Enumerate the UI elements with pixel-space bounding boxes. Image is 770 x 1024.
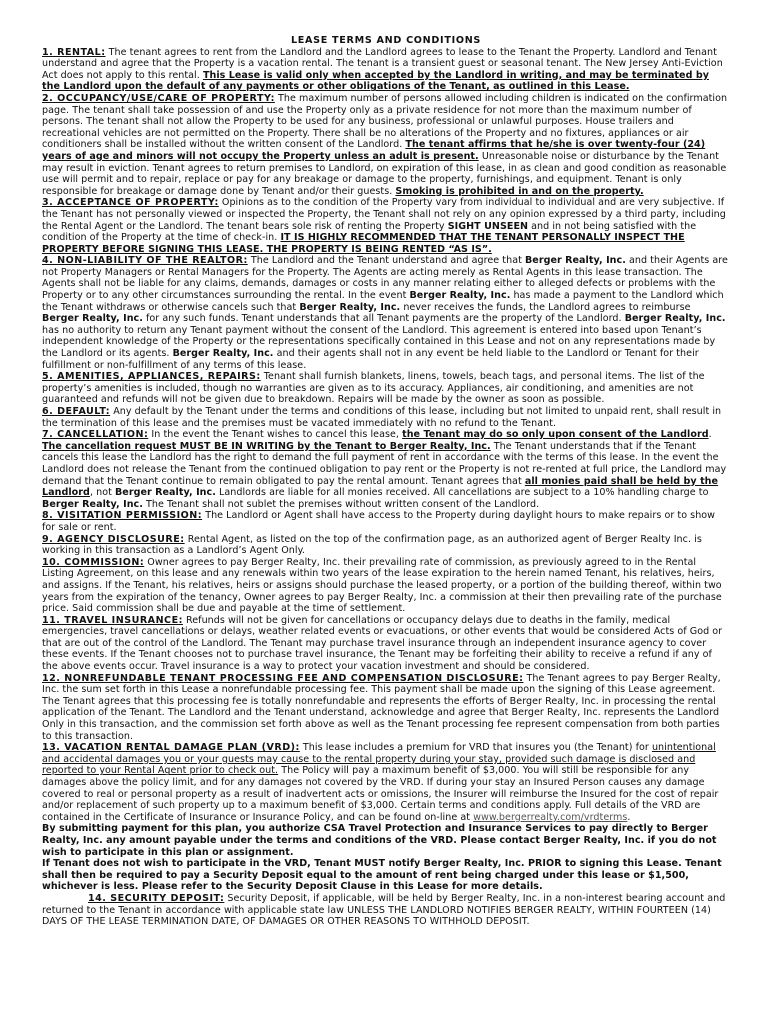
company-name: Berger Realty, Inc. <box>42 498 143 510</box>
section-heading: 8. VISITATION PERMISSION: <box>42 510 203 522</box>
emphasis-text: The tenant affirms that he/she is over twenty-four (24) years of age and minors will not occupy the Property unless an adult is present. <box>42 139 706 162</box>
section-amenities <box>42 371 730 406</box>
emphasis-text: The cancellation request MUST BE IN WRITING by the Tenant to Berger Realty, Inc. <box>42 440 491 452</box>
section-text: . <box>708 429 712 441</box>
company-name: Berger Realty, Inc. <box>624 313 726 325</box>
section-heading: 2. OCCUPANCY/USE/CARE OF PROPERTY: <box>42 92 275 104</box>
section-text: Rental Agent, as listed on the top of the confirmation page, as an authorized agent of Berger Realty Inc. is working in this transaction as a Landlord’s Agent Only. <box>42 533 702 557</box>
section-text: In the event the Tenant wishes to cancel this lease, <box>148 429 403 441</box>
section-text: The Policy will pay a maximum benefit of $3,000. You will still be responsible for any damages above the policy limit, and for any damages not covered by the VRD. If during your stay an Insured Person causes any damage covered to real or personal property as a result of inadvertent acts or omissions, the Insurer will reimburse the Insured for the cost of repair and/or replacement of such property up to a maximum benefit of $3,000. Certain terms and conditions apply. Full details of the VRD are contained in the Certificate of Insurance or Insurance Policy, and can be found on-line at <box>42 765 719 823</box>
section-heading: 1. RENTAL: <box>42 46 106 58</box>
section-text: The Tenant shall not sublet the premises without written consent of the Landlord. <box>142 498 540 510</box>
emphasis-text: all monies paid shall be held by the Landlord <box>42 475 719 499</box>
section-heading: 4. NON-LIABILITY OF THE REALTOR: <box>42 255 248 267</box>
section-heading: 14. SECURITY DEPOSIT: <box>88 892 225 904</box>
section-text: , not <box>89 487 115 499</box>
section-default <box>42 406 730 429</box>
section-text: Security Deposit, if applicable, will be held by Berger Realty, Inc. in a non-interest bearing account and returned to the Tenant in accordance with applicable state law UNLESS THE LANDLORD NOTIFIES BERGER REALTY, WITHIN FOURTEEN (14) DAYS OF THE LEASE TERMINATION DATE, OF DAMAGES OR OTHER REASONS TO WITHHOLD DEPOSIT. <box>42 892 726 928</box>
company-name: Berger Realty, Inc. <box>524 255 626 267</box>
section-heading: 11. TRAVEL INSURANCE: <box>42 614 183 626</box>
section-processing-fee <box>42 673 730 743</box>
section-security-deposit <box>42 893 730 928</box>
section-text: Unreasonable noise or disturbance by the Tenant may result in eviction. Tenant agrees to return premises to Landlord, on expiration of this lease, in as clean and good condition as reasonable use will permit and to repair, replace or pay for any breakage or damage to the property, furnishings, and equipment. Tenant is only responsible for breakage or damage done by Tenant and/or their guests. <box>42 150 727 197</box>
document-title: LEASE TERMS AND CONDITIONS <box>290 35 482 46</box>
section-text: Tenant shall furnish blankets, linens, towels, beach tags, and personal items. The list of the property’s amenities is included, though no warranties are given as to its accuracy. Appliances, air conditioning, and amenities are not guaranteed and refunds will not be given due to breakdown. Repairs will be made by the owner as soon as possible. <box>42 371 705 406</box>
section-text: and their agents shall not in any event be held liable to the Landlord or Tenant for their fulfillment or non-fulfillment of any terms of this lease. <box>42 348 699 371</box>
section-text: The tenant agrees to rent from the Landlord and the Landlord agrees to lease to the Tenant the Property. Landlord and Tenant understand and agree that the Property is a vacation rental. The tenant is a transient guest or seasonal tenant. The New Jersey Anti-Eviction Act does not apply to this rental. <box>42 46 723 81</box>
section-text: never receives the funds, the Landlord agrees to reimburse <box>400 301 691 313</box>
company-name: Berger Realty, Inc. <box>42 313 143 325</box>
emphasis-text: IT IS HIGHLY RECOMMENDED THAT THE TENANT PERSONALLY INSPECT THE PROPERTY BEFORE SIGNING THIS LEASE. THE PROPERTY IS BEING RENTED “AS IS”. <box>42 232 685 255</box>
company-name: Berger Realty, Inc. <box>114 487 216 499</box>
section-text: The maximum number of persons allowed including children is indicated on the confirmation page. The tenant shall take possession of and use the Property only as a private residence for not more than the maximum number of persons. The tenant shall not allow the Property to be used for any business, professional or unlawful purposes. House trailers and recreational vehicles are not permitted on the Property. There shall be no alterations of the Property and no fixtures, appliances or air conditioners shall be installed without the written consent of the Landlord. <box>42 92 728 151</box>
emphasis-text: This Lease is valid only when accepted by the Landlord in writing, and may be terminated by the Landlord upon the default of any payments or other obligations of the Tenant, as outlined in this Lease. <box>42 69 709 93</box>
lease-document <box>42 35 730 928</box>
section-text: The Tenant agrees to pay Berger Realty, Inc. the sum set forth in this Lease a nonrefundable processing fee. This payment shall be made upon the signing of this Lease agreement. The Tenant agrees that this processing fee is totally nonrefundable and represents the efforts of Berger Realty, Inc. in processing the rental application of the Tenant. The Landlord and the Tenant understand, acknowledge and agree that Berger Realty, Inc. represents the Landlord Only in this transaction, and the commission set forth above as well as the Tenant processing fee represent compensation from both parties to this transaction. <box>42 672 721 742</box>
section-heading: 10. COMMISSION: <box>42 556 145 568</box>
section-text: The Landlord and the Tenant understand and agree that <box>247 255 525 267</box>
underlined-text: unintentional and accidental damages you or your guests may cause to the rental property during your stay, provided such damage is disclosed and reported to your Rental Agent prior to check out. <box>42 742 716 777</box>
section-text: and their Agents are not Property Managers or Rental Managers for the Property. The Agents are acting merely as Rental Agents in this lease transaction. The Agents shall not be liable for any claims, demands, damages or costs in any manner relating either to alleged defects or problems with the Property or to any other circumstances surrounding the rental. In the event <box>42 255 728 302</box>
company-name: Berger Realty, Inc. <box>299 301 401 313</box>
section-heading: 9. AGENCY DISCLOSURE: <box>42 533 185 545</box>
section-heading: 6. DEFAULT: <box>42 406 111 417</box>
section-non-liability <box>42 255 730 371</box>
section-text: has no authority to return any Tenant payment without the consent of the Landlord. This agreement is entered into based upon Tenant’s independent knowledge of the Property or the representations specifically contained in this Lease and not on any representations made by the Landlord or its agents. <box>42 324 716 360</box>
vrd-terms-link[interactable]: www.bergerrealty.com/vrdterms <box>473 811 628 823</box>
section-text: Opinions as to the condition of the Property vary from individual to individual and are very subjective. If the Tenant has not personally viewed or inspected the Property, the Tenant shall not rely on any opinion expressed by a third party, including the Rental Agent or the Landlord. The tenant bears sole risk of renting the Property <box>42 197 726 232</box>
emphasis-text: the Tenant may do so only upon consent of the Landlord <box>402 429 709 441</box>
section-travel-insurance <box>42 615 730 673</box>
section-text: Refunds will not be given for cancellations or occupancy delays due to deaths in the family, medical emergencies, travel cancellations or delays, weather related events or evacuations, or other events that would be considered Acts of God or that are out of the control of the Landlord. The Tenant may purchase travel insurance through an independent insurance agency to cover these events. If the Tenant chooses not to purchase travel insurance, the Tenant may be forfeiting their ability to receive a refund if any of the above events occur. Travel insurance is a way to protect your vacation investment and should be considered. <box>42 614 723 673</box>
section-text: has made a payment to the Landlord which the Tenant withdraws or otherwise cancels such that <box>42 290 724 313</box>
section-heading: 12. NONREFUNDABLE TENANT PROCESSING FEE AND COMPENSATION DISCLOSURE: <box>42 672 524 684</box>
section-text: . <box>627 811 631 823</box>
section-heading: 7. CANCELLATION: <box>42 429 149 441</box>
section-commission <box>42 557 730 615</box>
section-text: and in not being satisfied with the condition of the Property at the time of check-in. <box>42 220 697 244</box>
section-text: Any default by the Tenant under the terms and conditions of this lease, including but not limited to unpaid rent, shall result in the termination of this lease and the premises must be vacated immediately with no refund to the Tenant. <box>42 406 722 429</box>
section-cancellation <box>42 429 730 510</box>
section-vrd <box>42 742 730 823</box>
vrd-opt-out-text: If Tenant does not wish to participate in the VRD, Tenant MUST notify Berger Realty, Inc. PRIOR to signing this Lease. Tenant shall then be required to pay a Security Deposit equal to the amount of rent being charged under this lease or $1,500, whichever is less. Please refer to the Security Deposit Clause in this Lease for more details. <box>42 858 722 893</box>
section-text: Landlords are liable for all monies received. All cancellations are subject to a 10% handling charge to <box>215 487 709 499</box>
emphasis-text: Smoking is prohibited in and on the property. <box>395 185 644 197</box>
section-rental <box>42 47 730 93</box>
section-heading: 5. AMENITIES, APPLIANCES, REPAIRS: <box>42 371 261 383</box>
section-occupancy <box>42 93 730 197</box>
section-text: Owner agrees to pay Berger Realty, Inc. their prevailing rate of commission, as previously agreed to in the Rental Listing Agreement, on this lease and any renewals within two years of the lease expiration to the herein named Tenant, his relatives, heirs, and assigns. If the Tenant, his relatives, heirs or assigns should purchase the leased property, or a portion of the building thereof, within two years from the expiration of the tenancy, Owner agrees to pay Berger Realty, Inc. a commission at their then prevailing rate of the purchase price. Said commission shall be due and payable at the time of settlement. <box>42 556 722 615</box>
section-text: The Tenant understands that if the Tenant cancels this lease the Landlord has the right to demand the full payment of rent in accordance with the terms of this lease. In the event the Landlord does not release the Tenant from the continued obligation to pay rent or the Property is not re-rented at full price, the Landlord may demand that the Tenant continue to remain obligated to pay the rental amount. Tenant agrees that <box>42 440 727 487</box>
section-text: This lease includes a premium for VRD that insures you (the Tenant) for <box>299 742 652 754</box>
section-agency <box>42 534 730 557</box>
section-text: The Landlord or Agent shall have access to the Property during daylight hours to make repairs or to show for sale or rent. <box>42 510 716 533</box>
company-name: Berger Realty, Inc. <box>409 290 511 302</box>
section-heading: 3. ACCEPTANCE OF PROPERTY: <box>42 197 219 209</box>
section-heading: 13. VACATION RENTAL DAMAGE PLAN (VRD): <box>42 742 300 754</box>
company-name: Berger Realty, Inc. <box>172 348 274 360</box>
section-visitation <box>42 510 730 533</box>
section-text: for any such funds. Tenant understands that all Tenant payments are the property of the Landlord. <box>142 313 625 325</box>
vrd-authorization-text: By submitting payment for this plan, you authorize CSA Travel Protection and Insurance Services to pay directly to Berger Realty, Inc. any amount payable under the terms and conditions of the VRD. Please contact Berger Realty, Inc. if you do not wish to participate in this plan or assignment. <box>42 823 717 858</box>
emphasis-text: SIGHT UNSEEN <box>447 220 529 232</box>
section-acceptance <box>42 197 730 255</box>
